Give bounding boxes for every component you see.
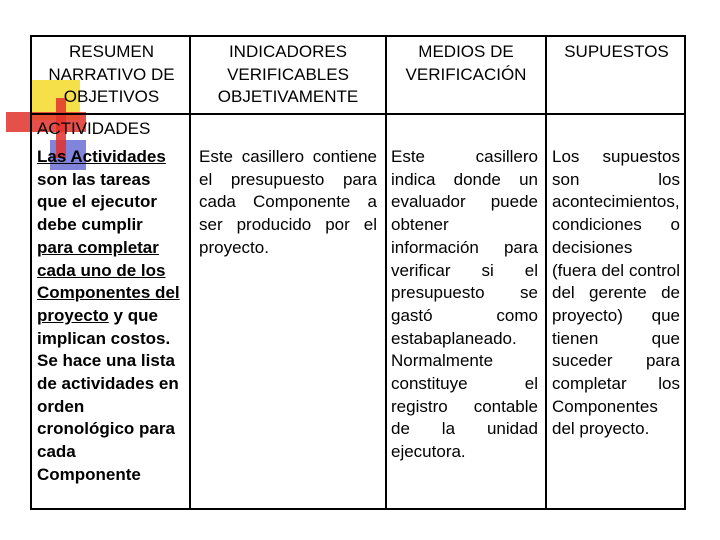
header-line: OBJETIVAMENTE xyxy=(217,87,359,107)
header-line: RESUMEN xyxy=(68,42,154,61)
text-actividades-term: Las Actividades xyxy=(37,147,166,166)
section-label-actividades: ACTIVIDADES xyxy=(37,119,151,138)
text-fragment: y que implican costos. Se hace una lista de actividades en orden cronológico para cada Componente xyxy=(37,305,179,484)
cell-resumen-actividades xyxy=(37,146,183,487)
header-line: NARRATIVO DE xyxy=(48,64,175,84)
column-divider-2 xyxy=(385,37,387,508)
header-line: OBJETIVOS xyxy=(63,87,160,107)
header-line: SUPUESTOS xyxy=(564,42,669,61)
header-supuestos xyxy=(547,41,686,64)
cell-medios-actividades: Este casillero indica donde un evaluador puede obtener información para verificar si el presupuesto se gastó como estabaplaneado. Normalmente constituye el registro contable de la unidad ejecutora. xyxy=(391,147,538,462)
header-resumen-narrativo xyxy=(34,41,189,109)
cell-indicadores-actividades: Este casillero contiene el presupuesto para cada Componente a ser producido por el proyecto. xyxy=(199,147,377,257)
header-line: VERIFICACIÓN xyxy=(405,64,527,84)
header-line: MEDIOS DE xyxy=(418,42,514,61)
text-fragment: son las tareas que el ejecutor debe cumplir xyxy=(37,169,157,235)
text-componentes-reference: para completar cada uno de los Componentes del proyecto xyxy=(37,237,180,325)
header-divider xyxy=(32,113,684,115)
header-line: INDICADORES xyxy=(228,42,348,61)
header-line: VERIFICABLES xyxy=(227,64,349,84)
cell-supuestos-actividades: Los supuestos son los acontecimientos, condiciones o decisiones (fuera del control del gerente de proyecto) que tienen que suceder para completar los Componentes del proyecto. xyxy=(552,147,680,439)
column-divider-3 xyxy=(545,37,547,508)
header-indicadores xyxy=(191,41,385,109)
logframe-table xyxy=(30,35,686,510)
header-medios-verificacion xyxy=(387,41,545,86)
